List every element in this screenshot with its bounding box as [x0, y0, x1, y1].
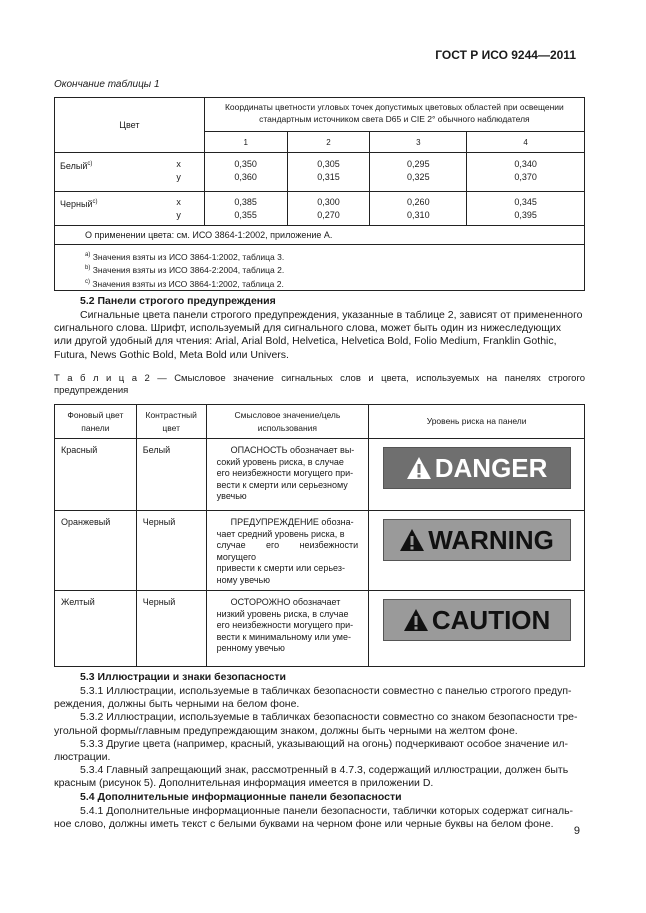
- header-background-color: Фоновый цвет панели: [55, 405, 137, 439]
- contrast-color-cell: Черный: [136, 511, 206, 591]
- color-coordinates-table: [54, 97, 585, 291]
- table-row: [55, 153, 585, 192]
- header-contrast-color: Контрастный цвет: [136, 405, 206, 439]
- point-number: 2: [287, 132, 370, 153]
- header-meaning: Смысловое значение/цель использования: [206, 405, 369, 439]
- risk-panel-cell: [369, 591, 585, 667]
- table-row: [55, 192, 585, 226]
- table-note: О применении цвета: см. ИСО 3864-1:2002, приложение А.: [55, 226, 585, 245]
- section-5-4-title: 5.4 Дополнительные информационные панели безопасности: [80, 791, 402, 803]
- warning-triangle-icon: [406, 456, 432, 480]
- section-5-4-text: 5.4.1 Дополнительные информационные панели безопасности, таблички которых содержат сигналь- ное слово, должны иметь текст с белыми буквами на черном фоне или черные буквы на белом фоне.: [54, 805, 574, 831]
- table-row: [55, 511, 585, 591]
- coord-cell: 0,385 0,355: [204, 192, 287, 226]
- coord-cell: 0,260 0,310: [370, 192, 467, 226]
- caution-panel: [383, 599, 571, 641]
- header-coordinates: Координаты цветности угловых точек допустимых цветовых областей при освещении стандартным источником света D65 и CIE 2° обычного наблюдателя: [204, 98, 584, 132]
- table-row: [55, 591, 585, 667]
- section-5-2-text: Сигнальные цвета панели строгого предупреждения, указанные в таблице 2, зависят от примененного сигнального слова. Шрифт, используемый для сигнального слова, может быть один из нижеследующих или другой удобный для чтения: Arial, Arial Bold, Helvetica, Helvetica Bold, Folio Medium, Franklin Gothic, Futura, News Gothic Bold, Meta Bold или Univers.: [54, 309, 583, 361]
- point-number: 3: [370, 132, 467, 153]
- xy-labels: x y: [152, 153, 204, 192]
- meaning-cell: ОПАСНОСТЬ обозначает вы- сокий уровень риска, в случае его неизбежности могущего при- вести к смерти или серьезному увечью: [206, 439, 369, 511]
- table-footnotes: [55, 245, 585, 291]
- color-name-black: Черный$^{c)}$: [55, 192, 153, 226]
- warning-triangle-icon: [403, 608, 429, 632]
- coord-cell: 0,345 0,395: [467, 192, 585, 226]
- xy-labels: x y: [152, 192, 204, 226]
- page-number: 9: [573, 825, 580, 837]
- warning-word: WARNING: [428, 524, 554, 555]
- section-5-3-title: 5.3 Иллюстрации и знаки безопасности: [80, 671, 286, 683]
- section-5-2-title: 5.2 Панели строгого предупреждения: [80, 295, 276, 307]
- point-number: 4: [467, 132, 585, 153]
- meaning-cell: ПРЕДУПРЕЖДЕНИЕ обозна- чает средний уровень риска, в случае его неизбежности могущего привести к смерти или серьез- ному увечью: [206, 511, 369, 591]
- document-id-header: ГОСТ Р ИСО 9244—2011: [435, 48, 576, 62]
- caution-word: CAUTION: [431, 604, 551, 635]
- danger-panel: [383, 447, 571, 489]
- footnote: $^{b)}$ Значения взяты из ИСО 3864-2:2004, таблица 2.: [85, 265, 285, 276]
- contrast-color-cell: Белый: [136, 439, 206, 511]
- section-5-3-text: 5.3.1 Иллюстрации, используемые в табличках безопасности совместно с панелью строгого предуп- реждения, должны быть черными на белом фоне. 5.3.2 Иллюстрации, используемые в табличках безопасности совместно со знаком безопасности тре- угольной формы/главным предупреждающим знаком, должны быть черными на желтом фоне. 5.3.3 Другие цвета (например, красный, указывающий на огонь) подчеркивают особое значение ил- люстрации. 5.3.4 Главный запрещающий знак, рассмотренный в 4.7.3, содержащий иллюстрации, должен быть красным (рисунок 5). Дополнительная информация имеется в приложении D.: [54, 685, 578, 790]
- risk-panel-cell: [369, 439, 585, 511]
- coord-cell: 0,300 0,270: [287, 192, 370, 226]
- contrast-color-cell: Черный: [136, 591, 206, 667]
- risk-panel-cell: [369, 511, 585, 591]
- coord-cell: 0,340 0,370: [467, 153, 585, 192]
- table-row: [55, 439, 585, 511]
- warning-panel: [383, 519, 571, 561]
- background-color-cell: Оранжевый: [55, 511, 137, 591]
- footnote: $^{a)}$ Значения взяты из ИСО 3864-1:2002, таблица 3.: [85, 251, 285, 262]
- header-risk-level: Уровень риска на панели: [369, 405, 585, 439]
- coord-cell: 0,350 0,360: [204, 153, 287, 192]
- table-2-caption: Т а б л и ц а 2 — Смысловое значение сигнальных слов и цвета, используемых на панелях строгого предупреждения: [54, 373, 585, 396]
- coord-cell: 0,295 0,325: [370, 153, 467, 192]
- meaning-cell: ОСТОРОЖНО обозначает низкий уровень риска, в случае его неизбежности могущего при- вести к минимальному или уме- ренному увечью: [206, 591, 369, 667]
- background-color-cell: Красный: [55, 439, 137, 511]
- danger-word: DANGER: [434, 452, 548, 483]
- header-color: Цвет: [55, 98, 205, 153]
- coord-cell: 0,305 0,315: [287, 153, 370, 192]
- background-color-cell: Желтый: [55, 591, 137, 667]
- warning-triangle-icon: [399, 528, 425, 552]
- point-number: 1: [204, 132, 287, 153]
- color-name-white: Белый$^{c)}$: [55, 153, 153, 192]
- footnote: $^{c)}$ Значения взяты из ИСО 3864-1:2002, таблица 2.: [85, 278, 284, 289]
- signal-words-table: [54, 404, 585, 667]
- table-continuation-label: Окончание таблицы 1: [54, 79, 160, 90]
